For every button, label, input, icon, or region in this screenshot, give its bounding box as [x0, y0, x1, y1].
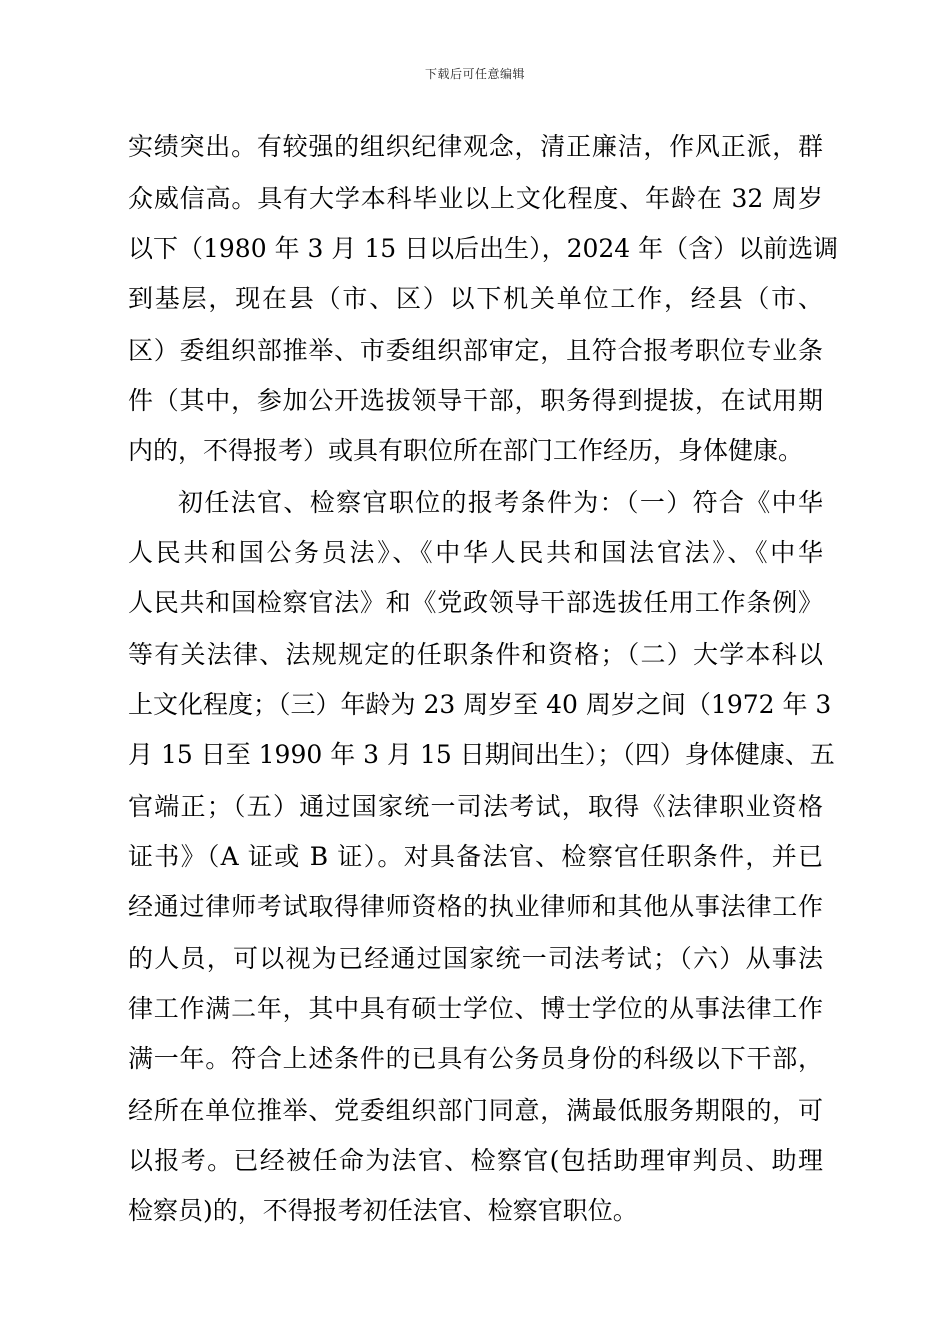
header-note: 下载后可任意编辑: [424, 67, 525, 81]
paragraph-2-line-11: 律工作满二年，其中具有硕士学位、博士学位的从事法律工作: [128, 994, 823, 1023]
paragraph-2-line-12: 满一年。符合上述条件的已具有公务员身份的科级以下干部，: [128, 1044, 823, 1073]
paragraph-1-line-1: 实绩突出。有较强的组织纪律观念，清正廉洁，作风正派，群: [128, 132, 823, 161]
paragraph-2-line-8: 证书》（A 证或 B 证）。对具备法官、检察官任职条件，并已: [128, 842, 823, 871]
paragraph-2-line-10: 的人员，可以视为已经通过国家统一司法考试；（六）从事法: [128, 944, 823, 973]
paragraph-1-line-5: 区）委组织部推举、市委组织部审定，且符合报考职位专业条: [128, 336, 823, 365]
paragraph-2-line-4: 等有关法律、法规规定的任职条件和资格；（二）大学本科以: [128, 640, 823, 669]
paragraph-1-line-7: 内的，不得报考）或具有职位所在部门工作经历，身体健康。: [128, 436, 804, 465]
paragraph-1-line-6: 件（其中，参加公开选拔领导干部，职务得到提拔，在试用期: [128, 386, 823, 415]
paragraph-2-line-14: 以报考。已经被任命为法官、检察官(包括助理审判员、助理: [128, 1146, 823, 1175]
paragraph-2-line-9: 经通过律师考试取得律师资格的执业律师和其他从事法律工作: [128, 892, 823, 921]
paragraph-1-line-3: 以下（1980 年 3 月 15 日以后出生），2024 年（含）以前选调: [128, 234, 839, 263]
paragraph-2-line-13: 经所在单位推举、党委组织部门同意，满最低服务期限的，可: [128, 1096, 823, 1125]
paragraph-2-line-6: 月 15 日至 1990 年 3 月 15 日期间出生）；（四）身体健康、五: [128, 740, 835, 769]
paragraph-2-line-15: 检察员)的，不得报考初任法官、检察官职位。: [128, 1196, 638, 1225]
paragraph-2-line-3: 人民共和国检察官法》和《党政领导干部选拔任用工作条例》: [128, 588, 823, 617]
paragraph-2-line-2: 人民共和国公务员法》、《中华人民共和国法官法》、《中华: [128, 538, 823, 567]
paragraph-2-line-1: 初任法官、检察官职位的报考条件为：（一）符合《中华: [178, 488, 823, 517]
paragraph-1-line-2: 众威信高。具有大学本科毕业以上文化程度、年龄在 32 周岁: [128, 184, 823, 213]
paragraph-1-line-4: 到基层，现在县（市、区）以下机关单位工作，经县（市、: [128, 284, 823, 313]
paragraph-2-line-5: 上文化程度；（三）年龄为 23 周岁至 40 周岁之间（1972 年 3: [128, 690, 832, 719]
paragraph-2-line-7: 官端正；（五）通过国家统一司法考试，取得《法律职业资格: [128, 792, 823, 821]
